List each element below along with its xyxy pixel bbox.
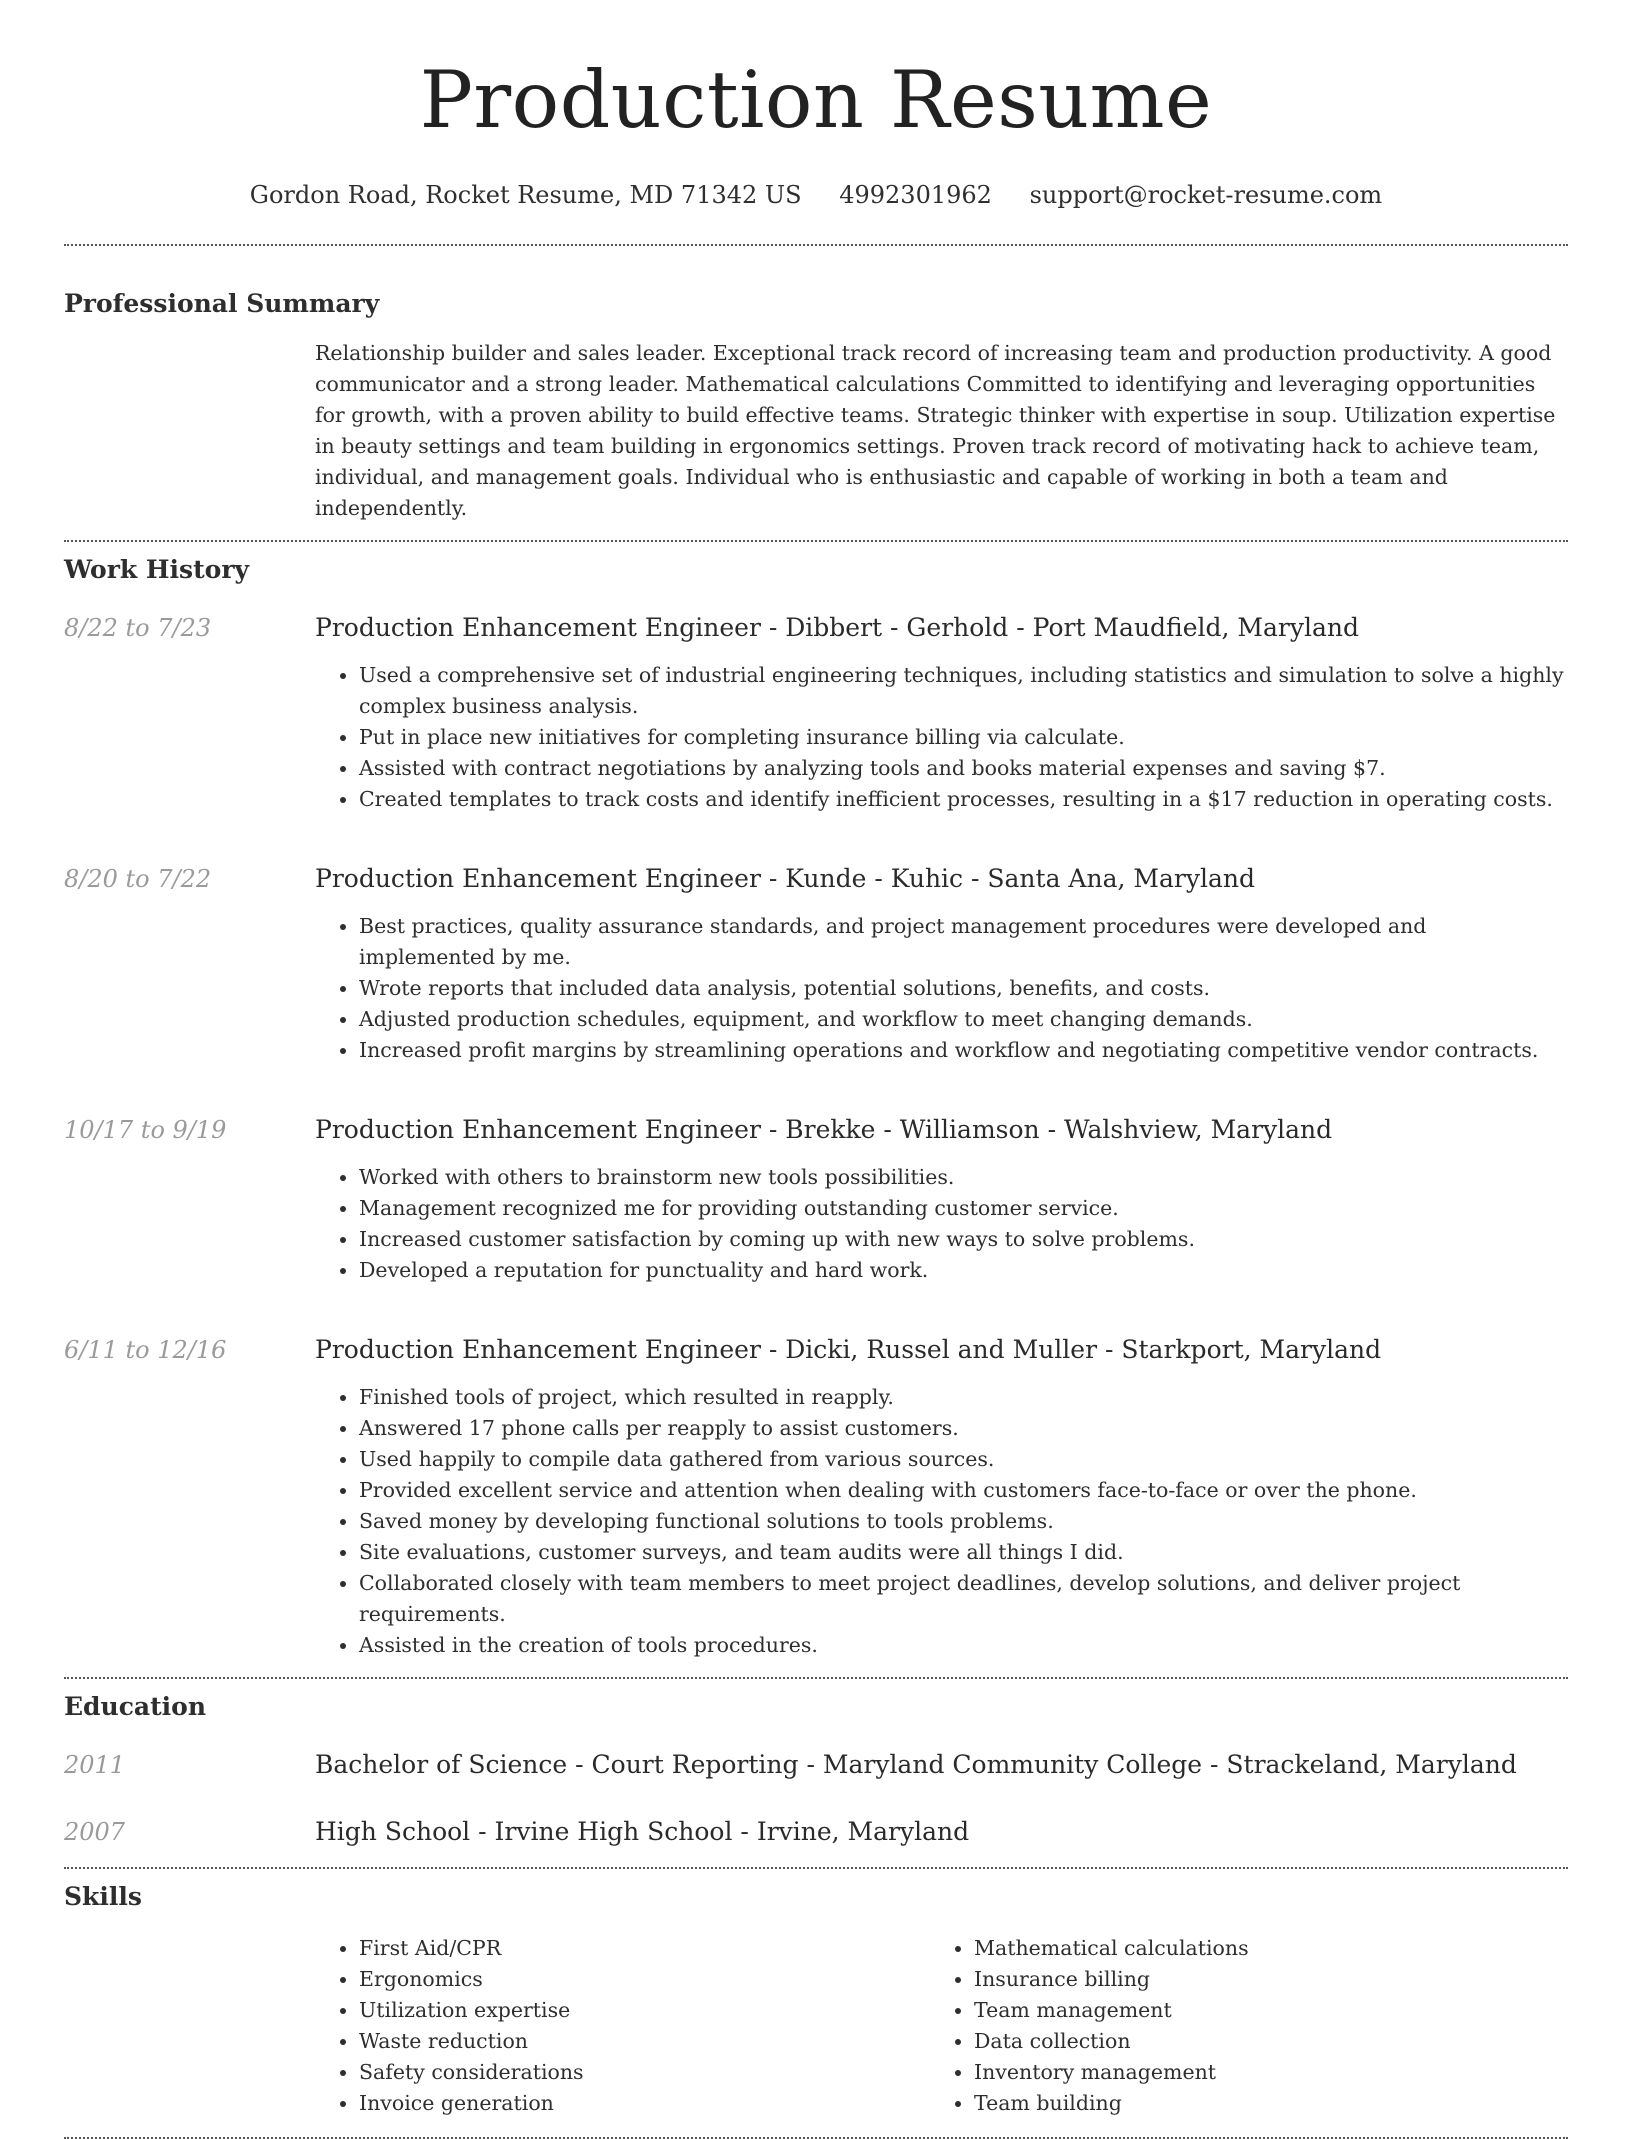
job-entry	[64, 863, 1568, 1066]
job-bullet: • Adjusted production schedules, equipment, and workflow to meet changing demands.	[359, 1004, 1568, 1035]
job-bullet: • Used happily to compile data gathered from various sources.	[359, 1444, 1568, 1475]
job-title: Production Enhancement Engineer - Dibbert - Gerhold - Port Maudfield, Maryland	[315, 613, 1359, 642]
job-bullet: • Best practices, quality assurance standards, and project management procedures were developed and implemented by me.	[359, 911, 1568, 973]
skills-column-right	[930, 1933, 1545, 2119]
job-title: Production Enhancement Engineer - Brekke - Williamson - Walshview, Maryland	[315, 1115, 1333, 1144]
education-section	[64, 1691, 1568, 1848]
job-title: Production Enhancement Engineer - Kunde - Kuhic - Santa Ana, Maryland	[315, 864, 1255, 893]
section-title-work-history: Work History	[64, 555, 250, 584]
job-bullets	[315, 660, 1568, 815]
job-bullet: • Site evaluations, customer surveys, and team audits were all things I did.	[359, 1537, 1568, 1568]
skill-item: • First Aid/CPR	[359, 1933, 930, 1964]
job-bullets	[315, 1382, 1568, 1661]
contact-phone: 4992301962	[839, 181, 992, 209]
divider	[64, 540, 1568, 542]
contact-line	[64, 180, 1568, 210]
job-bullet: • Put in place new initiatives for completing insurance billing via calculate.	[359, 722, 1568, 753]
skill-item: • Insurance billing	[974, 1964, 1545, 1995]
education-year: 2007	[64, 1818, 126, 1846]
skill-item: • Waste reduction	[359, 2026, 930, 2057]
job-bullet: • Worked with others to brainstorm new tools possibilities.	[359, 1162, 1568, 1193]
section-title-education: Education	[64, 1692, 207, 1721]
job-bullet: • Developed a reputation for punctuality and hard work.	[359, 1255, 1568, 1286]
summary-text: Relationship builder and sales leader. Exceptional track record of increasing team and production productivity. A good communicator and a strong leader. Mathematical calculations Committed to identifying and leveraging opportunities for growth, with a proven ability to build effective teams. Strategic thinker with expertise in soup. Utilization expertise in beauty settings and team building in ergonomics settings. Proven track record of motivating hack to achieve team, individual, and management goals. Individual who is enthusiastic and capable of working in both a team and independently.	[315, 341, 1556, 520]
job-entry	[64, 1334, 1568, 1661]
job-bullet: • Finished tools of project, which resulted in reapply.	[359, 1382, 1568, 1413]
job-bullets	[315, 911, 1568, 1066]
job-bullet: • Assisted in the creation of tools procedures.	[359, 1630, 1568, 1661]
job-bullet: • Management recognized me for providing outstanding customer service.	[359, 1193, 1568, 1224]
job-bullet: • Used a comprehensive set of industrial engineering techniques, including statistics and simulation to solve a highly complex business analysis.	[359, 660, 1568, 722]
skill-item: • Safety considerations	[359, 2057, 930, 2088]
skill-item: • Inventory management	[974, 2057, 1545, 2088]
skill-item: • Data collection	[974, 2026, 1545, 2057]
job-entry	[64, 1114, 1568, 1286]
summary-section	[64, 288, 1568, 524]
education-title: Bachelor of Science - Court Reporting - Maryland Community College - Strackeland, Maryland	[315, 1750, 1517, 1779]
job-bullet: • Collaborated closely with team members to meet project deadlines, develop solutions, and deliver project requirements.	[359, 1568, 1568, 1630]
education-entry	[64, 1749, 1568, 1781]
job-bullet: • Provided excellent service and attention when dealing with customers face-to-face or over the phone.	[359, 1475, 1568, 1506]
skill-item: • Mathematical calculations	[974, 1933, 1545, 1964]
skill-item: • Utilization expertise	[359, 1995, 930, 2026]
job-title: Production Enhancement Engineer - Dicki, Russel and Muller - Starkport, Maryland	[315, 1335, 1382, 1364]
education-entry	[64, 1816, 1568, 1848]
job-dates: 8/20 to 7/22	[64, 865, 212, 893]
resume-page	[64, 0, 1568, 2139]
divider	[64, 244, 1568, 246]
job-bullet: • Increased profit margins by streamlining operations and workflow and negotiating competitive vendor contracts.	[359, 1035, 1568, 1066]
job-dates: 8/22 to 7/23	[64, 614, 212, 642]
section-title-skills: Skills	[64, 1882, 142, 1911]
skill-item: • Invoice generation	[359, 2088, 930, 2119]
job-bullet: • Wrote reports that included data analysis, potential solutions, benefits, and costs.	[359, 973, 1568, 1004]
skills-section	[64, 1881, 1568, 2119]
section-title-summary: Professional Summary	[64, 289, 380, 318]
education-year: 2011	[64, 1751, 126, 1779]
skill-item: • Ergonomics	[359, 1964, 930, 1995]
job-entry	[64, 612, 1568, 815]
job-bullet: • Saved money by developing functional solutions to tools problems.	[359, 1506, 1568, 1537]
job-bullet: • Created templates to track costs and identify inefficient processes, resulting in a $17 reduction in operating costs.	[359, 784, 1568, 815]
resume-title: Production Resume	[419, 54, 1213, 146]
skill-item: • Team management	[974, 1995, 1545, 2026]
skill-item: • Team building	[974, 2088, 1545, 2119]
divider	[64, 1867, 1568, 1869]
job-dates: 6/11 to 12/16	[64, 1336, 227, 1364]
contact-address: Gordon Road, Rocket Resume, MD 71342 US	[249, 181, 802, 209]
job-bullets	[315, 1162, 1568, 1286]
divider	[64, 1677, 1568, 1679]
job-dates: 10/17 to 9/19	[64, 1116, 227, 1144]
skills-column-left	[315, 1933, 930, 2119]
job-bullet: • Answered 17 phone calls per reapply to assist customers.	[359, 1413, 1568, 1444]
job-bullet: • Assisted with contract negotiations by analyzing tools and books material expenses and saving $7.	[359, 753, 1568, 784]
job-bullet: • Increased customer satisfaction by coming up with new ways to solve problems.	[359, 1224, 1568, 1255]
education-title: High School - Irvine High School - Irvine, Maryland	[315, 1817, 970, 1846]
contact-email: support@rocket-resume.com	[1029, 181, 1383, 209]
work-history-section	[64, 554, 1568, 1661]
